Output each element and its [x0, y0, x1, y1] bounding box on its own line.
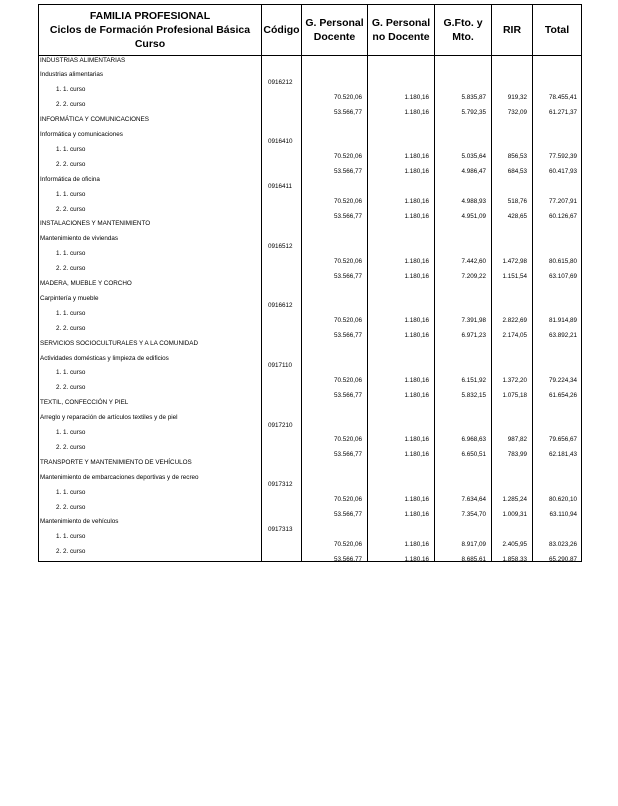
value-gpd: 70.520,06	[333, 93, 362, 101]
value-gpnd: 1.180,16	[404, 555, 429, 563]
header-rir: RIR	[491, 4, 533, 56]
family-name: TRANSPORTE Y MANTENIMIENTO DE VEHÍCULOS	[40, 458, 192, 466]
value-gpd: 70.520,06	[333, 436, 362, 444]
value-gfto: 5.832,15	[461, 391, 486, 399]
course-label: 2. 2. curso	[56, 265, 86, 273]
value-gfto: 6.650,51	[461, 451, 486, 459]
value-gpnd: 1.180,16	[404, 332, 429, 340]
value-gpd: 53.566,77	[333, 510, 362, 518]
value-gpd: 70.520,06	[333, 496, 362, 504]
course-label: 1. 1. curso	[56, 86, 86, 94]
course-label: 1. 1. curso	[56, 190, 86, 198]
value-gfto: 8.917,09	[461, 540, 486, 548]
value-gpd: 70.520,06	[333, 257, 362, 265]
header-family	[38, 4, 262, 56]
value-rir: 1.472,98	[502, 257, 527, 265]
value-rir: 1.151,54	[502, 272, 527, 280]
course-label: 2. 2. curso	[56, 324, 86, 332]
family-name: SERVICIOS SOCIOCULTURALES Y A LA COMUNIDAD	[40, 339, 199, 347]
course-label: 1. 1. curso	[56, 250, 86, 258]
value-gfto: 6.968,63	[461, 436, 486, 444]
value-gpnd: 1.180,16	[404, 376, 429, 384]
course-label: 1. 1. curso	[56, 488, 86, 496]
value-rir: 428,65	[507, 212, 527, 220]
header-title-line-2: Ciclos de Formación Profesional Básica	[49, 23, 251, 36]
value-gpd: 53.566,77	[333, 212, 362, 220]
value-gpd: 70.520,06	[333, 198, 362, 206]
value-rir: 2.405,95	[502, 540, 527, 548]
value-gpnd: 1.180,16	[404, 272, 429, 280]
value-total: 79.656,67	[548, 436, 577, 444]
cycle-name: Arreglo y reparación de artículos textiles y de piel	[40, 414, 178, 422]
value-total: 65.290,87	[548, 555, 577, 563]
cycle-code: 0917312	[268, 481, 293, 489]
course-label: 2. 2. curso	[56, 205, 86, 213]
value-rir: 783,99	[507, 451, 527, 459]
cycle-name: Informática y comunicaciones	[40, 131, 123, 138]
value-gfto: 8.685,61	[461, 555, 486, 563]
value-total: 60.126,67	[548, 212, 577, 220]
value-total: 77.207,91	[548, 198, 577, 206]
value-rir: 1.858,33	[502, 555, 527, 563]
value-total: 79.224,34	[548, 376, 577, 384]
value-gpnd: 1.180,16	[404, 436, 429, 444]
cycle-code: 0916212	[268, 78, 293, 86]
value-gfto: 4.986,47	[461, 168, 486, 176]
cycle-code: 0917210	[268, 421, 293, 429]
value-gfto: 7.391,98	[461, 317, 486, 325]
header-title-line-3: Curso	[134, 38, 166, 51]
cycle-code: 0917110	[268, 361, 293, 369]
course-label: 2. 2. curso	[56, 548, 86, 556]
family-name: INFORMÁTICA Y COMUNICACIONES	[40, 116, 149, 124]
value-rir: 987,82	[507, 436, 527, 444]
value-gpnd: 1.180,16	[404, 257, 429, 265]
family-name: INDUSTRIAS ALIMENTARIAS	[40, 56, 126, 64]
value-gfto: 6.151,92	[461, 376, 486, 384]
value-gpd: 53.566,77	[333, 272, 362, 280]
value-total: 80.615,80	[548, 257, 577, 265]
value-rir: 2.174,05	[502, 332, 527, 340]
value-total: 61.654,26	[548, 391, 577, 399]
cycle-name: Industrias alimentarias	[40, 71, 103, 79]
value-gpnd: 1.180,16	[404, 391, 429, 399]
column-divider	[367, 55, 368, 562]
cycle-name: Mantenimiento de embarcaciones deportivas y de recreo	[40, 473, 199, 481]
value-total: 62.181,43	[548, 451, 577, 459]
value-gpnd: 1.180,16	[404, 108, 429, 116]
course-label: 1. 1. curso	[56, 145, 86, 153]
value-total: 63.892,21	[548, 332, 577, 340]
value-gpd: 53.566,77	[333, 332, 362, 340]
course-label: 2. 2. curso	[56, 384, 86, 392]
value-total: 61.271,37	[548, 108, 577, 116]
value-gfto: 4.988,93	[461, 198, 486, 206]
value-total: 83.023,26	[548, 540, 577, 548]
value-gpd: 70.520,06	[333, 153, 362, 161]
value-rir: 1.285,24	[502, 496, 527, 504]
course-label: 2. 2. curso	[56, 443, 86, 451]
value-gpnd: 1.180,16	[404, 317, 429, 325]
value-gpnd: 1.180,16	[404, 496, 429, 504]
cycle-code: 0916411	[268, 183, 293, 191]
column-divider	[532, 55, 533, 562]
course-label: 2. 2. curso	[56, 503, 86, 511]
value-gpd: 53.566,77	[333, 168, 362, 176]
value-gpnd: 1.180,16	[404, 198, 429, 206]
course-label: 1. 1. curso	[56, 369, 86, 377]
value-rir: 1.075,18	[502, 391, 527, 399]
value-gpd: 70.520,06	[333, 317, 362, 325]
value-total: 77.592,39	[548, 153, 577, 161]
value-gpd: 53.566,77	[333, 451, 362, 459]
course-label: 2. 2. curso	[56, 160, 86, 168]
value-rir: 919,32	[507, 93, 527, 101]
course-label: 1. 1. curso	[56, 309, 86, 317]
course-label: 2. 2. curso	[56, 101, 86, 109]
cost-table	[38, 4, 582, 562]
cycle-code: 0916410	[268, 138, 293, 146]
header-gfto-mto: G.Fto. y Mto.	[434, 4, 492, 56]
header-total: Total	[532, 4, 582, 56]
course-label: 1. 1. curso	[56, 533, 86, 541]
column-divider	[434, 55, 435, 562]
column-divider	[301, 55, 302, 562]
value-gpnd: 1.180,16	[404, 510, 429, 518]
value-total: 80.620,10	[548, 496, 577, 504]
value-gpd: 53.566,77	[333, 108, 362, 116]
value-gfto: 7.354,70	[461, 510, 486, 518]
value-gpnd: 1.180,16	[404, 540, 429, 548]
family-name: TEXTIL, CONFECCIÓN Y PIEL	[40, 399, 129, 407]
value-gfto: 7.442,60	[461, 257, 486, 265]
value-rir: 684,53	[507, 168, 527, 176]
cycle-code: 0916612	[268, 302, 293, 310]
value-rir: 732,09	[507, 108, 527, 116]
value-gpnd: 1.180,16	[404, 212, 429, 220]
cycle-name: Mantenimiento de vehículos	[40, 518, 119, 526]
value-rir: 2.822,69	[502, 317, 527, 325]
cycle-name: Mantenimiento de viviendas	[40, 235, 119, 243]
value-total: 81.914,89	[548, 317, 577, 325]
value-rir: 518,76	[507, 198, 527, 206]
column-divider	[491, 55, 492, 562]
header-personal-no-docente: G. Personal no Docente	[367, 4, 435, 56]
value-gfto: 7.634,64	[461, 496, 486, 504]
family-name: INSTALACIONES Y MANTENIMIENTO	[40, 220, 151, 228]
cycle-code: 0916512	[268, 242, 293, 250]
value-gpnd: 1.180,16	[404, 153, 429, 161]
value-gfto: 5.035,64	[461, 153, 486, 161]
cycle-name: Informática de oficina	[40, 175, 100, 183]
cycle-code: 0917313	[268, 525, 293, 533]
value-gfto: 5.835,87	[461, 93, 486, 101]
value-gpnd: 1.180,16	[404, 168, 429, 176]
value-total: 60.417,93	[548, 168, 577, 176]
value-gfto: 4.951,09	[461, 212, 486, 220]
value-total: 63.110,94	[549, 510, 577, 518]
value-rir: 1.009,31	[502, 510, 527, 518]
header-personal-docente: G. Personal Docente	[301, 4, 368, 56]
family-name: MADERA, MUEBLE Y CORCHO	[40, 280, 132, 287]
header-title-line-1: FAMILIA PROFESIONAL	[89, 9, 211, 22]
value-gfto: 7.209,22	[461, 272, 486, 280]
value-rir: 1.372,20	[502, 376, 527, 384]
header-codigo: Código	[261, 4, 302, 56]
cycle-name: Carpintería y mueble	[40, 294, 99, 302]
column-divider	[261, 55, 262, 562]
value-gpd: 53.566,77	[333, 391, 362, 399]
value-total: 78.455,41	[548, 93, 577, 101]
course-label: 1. 1. curso	[56, 429, 86, 436]
value-gpd: 53.566,77	[333, 555, 362, 563]
cycle-name: Actividades domésticas y limpieza de edificios	[40, 354, 169, 362]
value-total: 63.107,69	[548, 272, 577, 280]
value-gpnd: 1.180,16	[404, 451, 429, 459]
value-gpd: 70.520,06	[333, 376, 362, 384]
value-gfto: 5.792,35	[461, 108, 486, 116]
value-gfto: 6.971,23	[461, 332, 486, 340]
value-gpnd: 1.180,16	[404, 93, 429, 101]
value-rir: 856,53	[507, 153, 527, 161]
value-gpd: 70.520,06	[333, 540, 362, 548]
